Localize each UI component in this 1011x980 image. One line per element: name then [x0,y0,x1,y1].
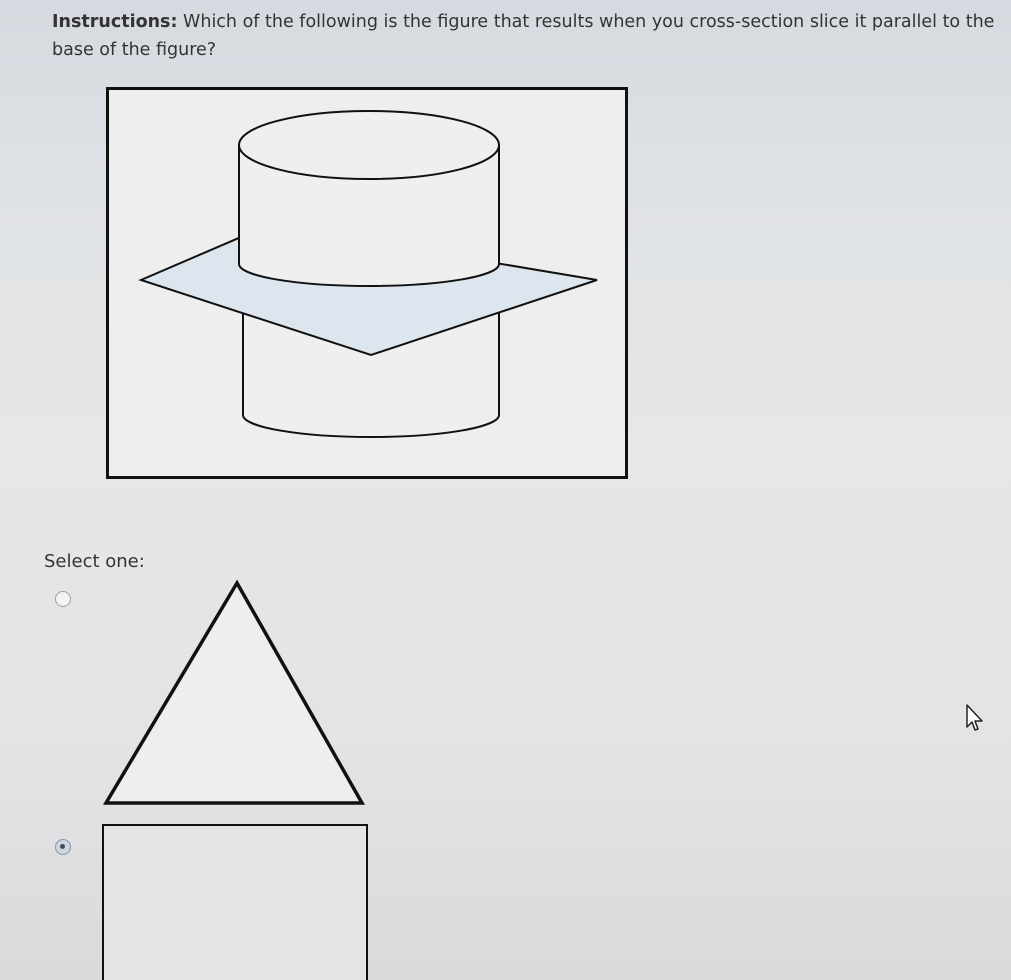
option-1-radio[interactable] [55,591,71,607]
instructions-text: Which of the following is the figure that results when you cross-section slice it parallel to the base of the figure? [52,12,995,60]
radio-selected-dot [60,844,65,849]
mouse-pointer-icon [965,703,987,733]
question-instructions [52,8,1010,64]
triangle-shape [106,583,362,803]
option-1-triangle[interactable] [98,575,370,811]
select-one-label: Select one: [44,551,145,572]
cylinder-slice-diagram [109,90,625,476]
option-2-radio[interactable] [55,839,71,855]
question-figure [106,87,628,479]
option-2-square[interactable] [102,824,368,980]
cylinder-top-face [239,111,499,179]
instructions-label: Instructions: [52,12,178,32]
